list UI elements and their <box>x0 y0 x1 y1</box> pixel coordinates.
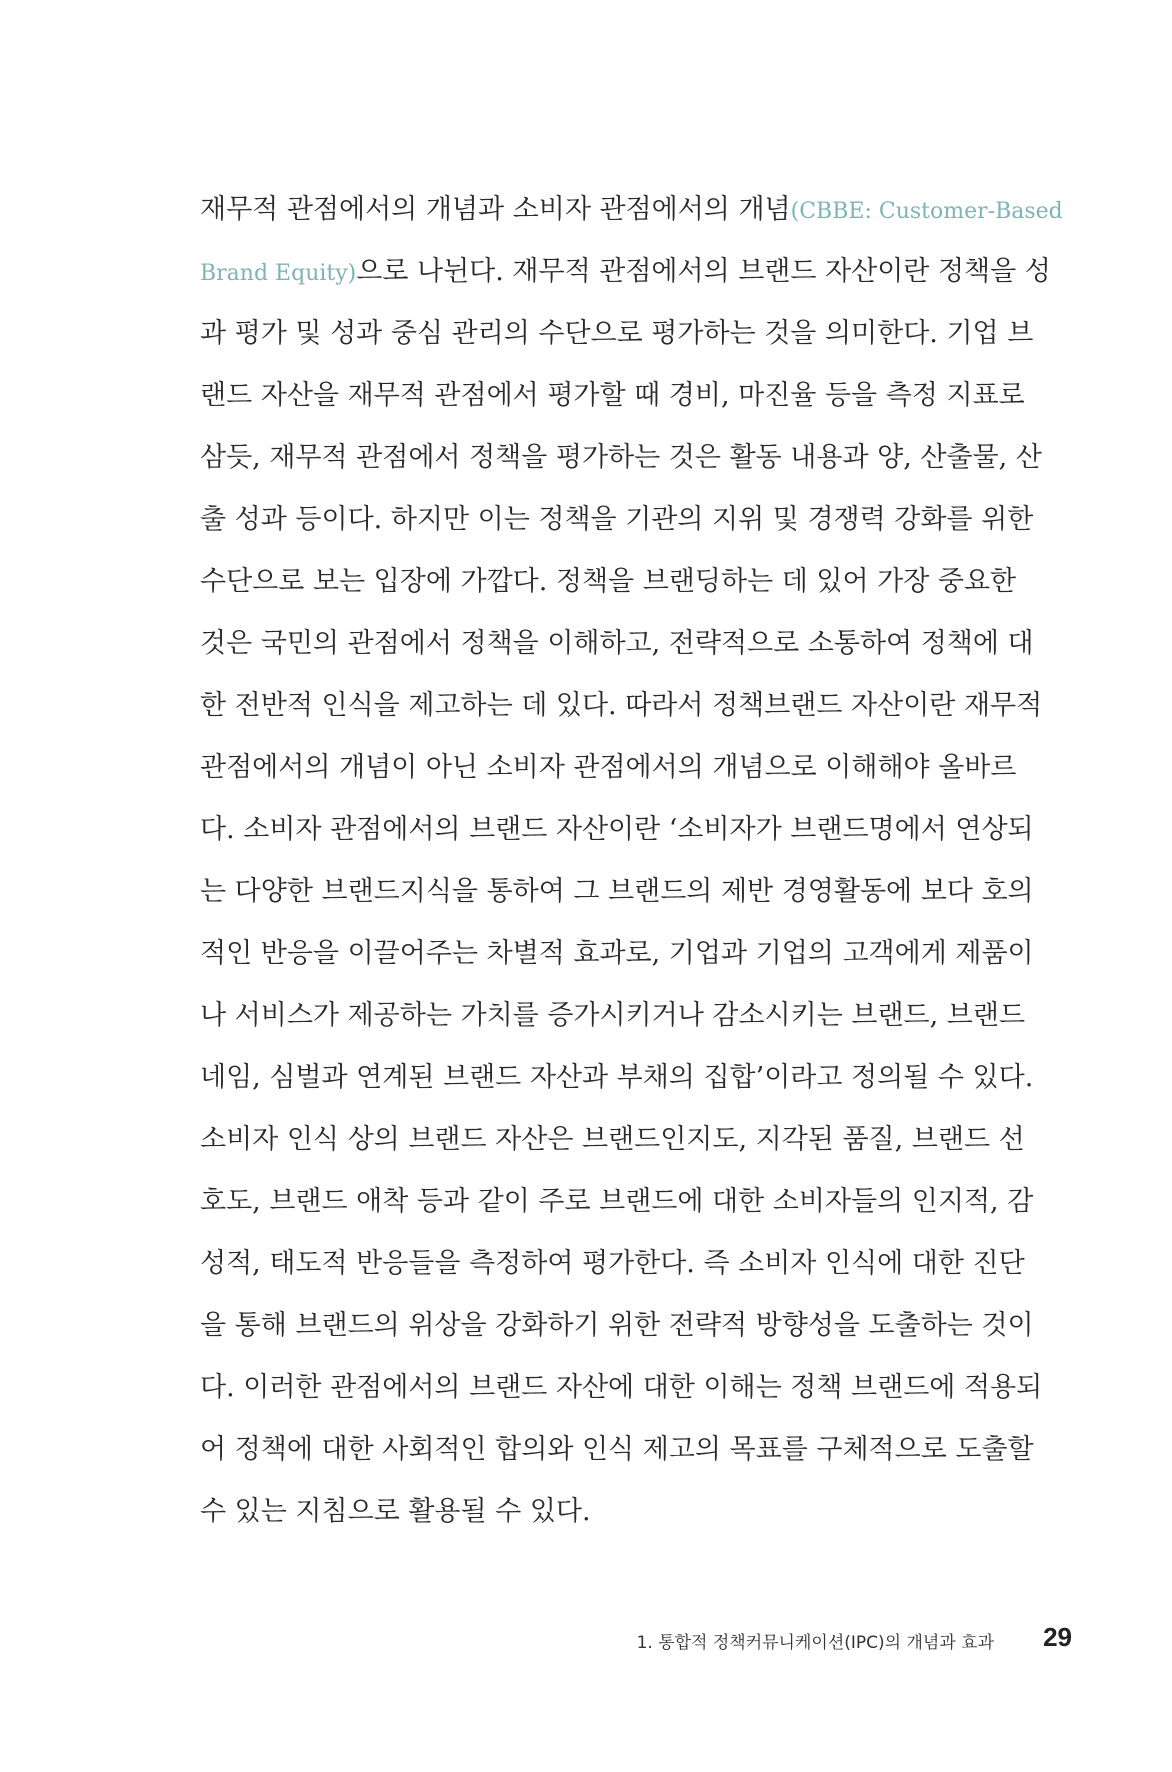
text-line <box>200 185 1063 247</box>
text-line: 소비자 인식 상의 브랜드 자산은 브랜드인지도, 지각된 품질, 브랜드 선 <box>200 1124 1025 1155</box>
text-line: 는 다양한 브랜드지식을 통하여 그 브랜드의 제반 경영활동에 보다 호의 <box>200 876 1034 907</box>
text-segment: 재무적 관점에서의 개념과 소비자 관점에서의 개념 <box>200 194 791 225</box>
text-line <box>200 247 1051 309</box>
text-line: 어 정책에 대한 사회적인 합의와 인식 제고의 목표를 구체적으로 도출할 <box>200 1434 1034 1465</box>
text-line: 삼듯, 재무적 관점에서 정책을 평가하는 것은 활동 내용과 양, 산출물, 산 <box>200 442 1042 473</box>
text-line: 네임, 심벌과 연계된 브랜드 자산과 부채의 집합’이라고 정의될 수 있다. <box>200 1062 1034 1093</box>
text-line: 랜드 자산을 재무적 관점에서 평가할 때 경비, 마진율 등을 측정 지표로 <box>200 380 1025 411</box>
page-footer <box>0 1622 1172 1662</box>
text-line: 과 평가 및 성과 중심 관리의 수단으로 평가하는 것을 의미한다. 기업 브 <box>200 318 1034 349</box>
english-term: Brand Equity) <box>200 261 357 286</box>
text-line: 다. 이러한 관점에서의 브랜드 자산에 대한 이해는 정책 브랜드에 적용되 <box>200 1372 1043 1403</box>
body-paragraph <box>200 185 1063 1549</box>
text-segment: 으로 나뉜다. 재무적 관점에서의 브랜드 자산이란 정책을 성 <box>356 256 1051 287</box>
english-term: (CBBE: Customer-Based <box>790 199 1063 224</box>
text-line: 나 서비스가 제공하는 가치를 증가시키거나 감소시키는 브랜드, 브랜드 <box>200 1000 1026 1031</box>
running-head: 1. 통합적 정책커뮤니케이션(IPC)의 개념과 효과 <box>636 1633 994 1653</box>
text-line: 출 성과 등이다. 하지만 이는 정책을 기관의 지위 및 경쟁력 강화를 위한 <box>200 504 1034 535</box>
text-line: 을 통해 브랜드의 위상을 강화하기 위한 전략적 방향성을 도출하는 것이 <box>200 1310 1034 1341</box>
text-line: 것은 국민의 관점에서 정책을 이해하고, 전략적으로 소통하여 정책에 대 <box>200 628 1034 659</box>
text-line: 적인 반응을 이끌어주는 차별적 효과로, 기업과 기업의 고객에게 제품이 <box>200 938 1034 969</box>
text-line-last: 수 있는 지침으로 활용될 수 있다. <box>200 1496 591 1527</box>
text-line: 다. 소비자 관점에서의 브랜드 자산이란 ‘소비자가 브랜드명에서 연상되 <box>200 814 1034 845</box>
text-line: 수단으로 보는 입장에 가깝다. 정책을 브랜딩하는 데 있어 가장 중요한 <box>200 566 1017 597</box>
text-line: 한 전반적 인식을 제고하는 데 있다. 따라서 정책브랜드 자산이란 재무적 <box>200 690 1043 721</box>
text-line: 관점에서의 개념이 아닌 소비자 관점에서의 개념으로 이해해야 올바르 <box>200 752 1017 783</box>
text-line: 호도, 브랜드 애착 등과 같이 주로 브랜드에 대한 소비자들의 인지적, 감 <box>200 1186 1034 1217</box>
text-line: 성적, 태도적 반응들을 측정하여 평가한다. 즉 소비자 인식에 대한 진단 <box>200 1248 1025 1279</box>
page-number: 29 <box>1043 1622 1072 1652</box>
